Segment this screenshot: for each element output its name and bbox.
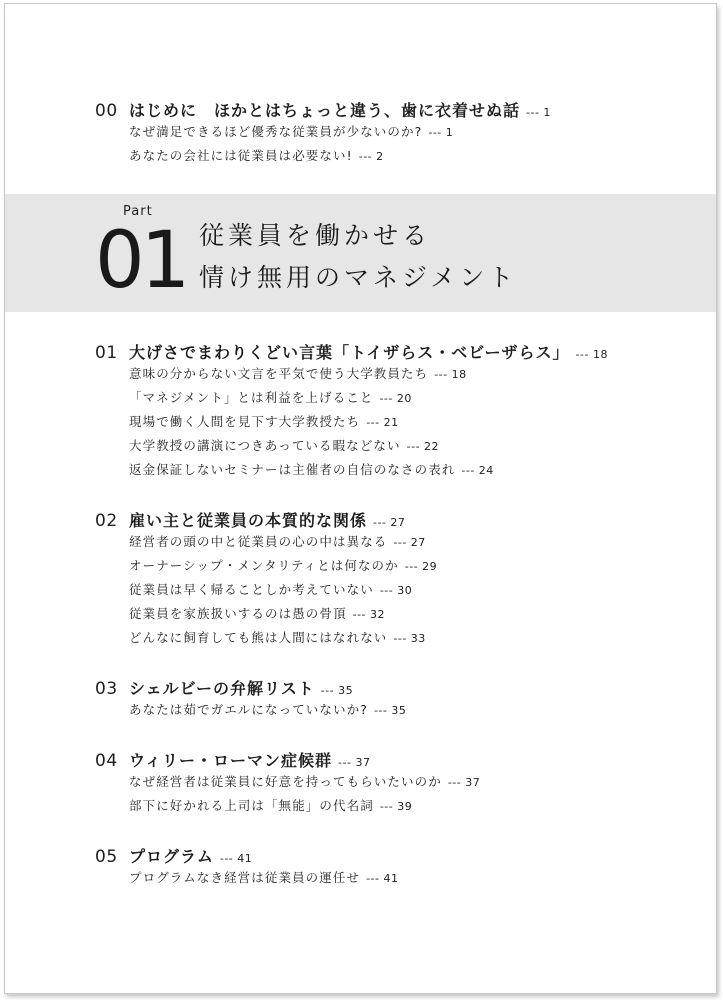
subitem-title: あなたは茹でガエルになっていないか? [129,702,368,717]
chapter-number: 02 [95,511,118,531]
toc-subitem [129,412,608,436]
page-reference: --- 37 [447,776,481,789]
subitem-title: 「マネジメント」とは利益を上げること [129,390,374,405]
page-reference: --- 41 [219,852,253,865]
toc-subitem [129,796,480,820]
toc-subitem [129,580,437,604]
part-label: Part [123,204,153,219]
page-reference: --- 24 [461,464,494,477]
subitem-title: なぜ経営者は従業員に好意を持ってもらいたいのか [129,774,442,789]
page-reference: --- 39 [379,800,413,813]
subitem-title: オーナーシップ・メンタリティとは何なのか [129,558,399,573]
toc-heading [95,844,398,868]
chapter-number: 04 [95,751,118,771]
toc-heading [95,340,608,364]
subitem-title: 従業員を家族扱いするのは愚の骨頂 [129,606,347,621]
toc-subitem [129,700,406,724]
page-reference: --- 30 [379,584,413,597]
subitem-title: どんなに飼育しても熊は人間にはなれない [129,630,388,645]
part-number: 01 [95,216,187,306]
chapter-number: 05 [95,847,118,867]
part-title-line-2: 情け無用のマネジメント [199,263,518,292]
page-reference: --- 29 [404,560,438,573]
chapter-title: ウィリー・ローマン症候群 [129,751,333,770]
page-reference: --- 21 [366,416,399,429]
toc-heading [95,508,437,532]
chapter-title: シェルビーの弁解リスト [129,679,315,698]
page-reference: --- 1 [428,126,454,139]
chapter-section [95,340,608,484]
toc-heading [95,676,406,700]
chapter-title: はじめに ほかとはちょっと違う、歯に衣着せぬ話 [129,101,521,120]
chapter-number: 01 [95,343,118,363]
toc-subitem [129,436,608,460]
subitem-title: 経営者の頭の中と従業員の心の中は異なる [129,534,388,549]
toc-subitem [129,628,437,652]
page-reference: --- 41 [366,872,399,885]
page-reference: --- 18 [434,368,467,381]
page-reference: --- 32 [352,608,386,621]
page-reference: --- 35 [320,684,354,697]
chapter-title: 雇い主と従業員の本質的な関係 [129,511,368,530]
page-reference: --- 18 [575,348,608,361]
subitem-title: プログラムなき経営は従業員の運任せ [129,870,361,885]
toc-subitem [129,532,437,556]
part-title-line-1: 従業員を働かせる [199,221,432,250]
subitem-title: なぜ満足できるほど優秀な従業員が少ないのか? [129,124,423,139]
toc-heading [95,98,551,122]
chapter-number: 00 [95,101,118,121]
page-reference: --- 27 [373,516,406,529]
page-reference: --- 33 [393,632,426,645]
toc-subitem [129,364,608,388]
toc-subitem [129,556,437,580]
page-reference: --- 20 [379,392,412,405]
chapter-title: 大げさでまわりくどい言葉「トイザらス・ベビーザらス」 [129,343,570,362]
subitem-title: 返金保証しないセミナーは主催者の自信のなさの表れ [129,462,456,477]
toc-subitem [129,772,480,796]
chapter-section [95,676,406,724]
toc-subitem [129,868,398,892]
chapter-section [95,748,480,820]
toc-subitem [129,388,608,412]
subitem-title: 大学教授の講演につきあっている暇などない [129,438,401,453]
page-reference: --- 2 [358,150,384,163]
page-reference: --- 27 [393,536,426,549]
page-reference: --- 35 [373,704,407,717]
book-page [4,3,717,994]
chapter-number: 03 [95,679,118,699]
chapter-section [95,508,437,652]
toc-subitem [129,122,551,146]
subitem-title: 部下に好かれる上司は「無能」の代名詞 [129,798,374,813]
page-reference: --- 37 [338,756,371,769]
intro-section [95,98,551,170]
toc-subitem [129,146,551,170]
page-reference: --- 22 [406,440,440,453]
subitem-title: あなたの会社には従業員は必要ない! [129,148,353,163]
toc-subitem [129,460,608,484]
subitem-title: 現場で働く人間を見下す大学教授たち [129,414,361,429]
subitem-title: 従業員は早く帰ることしか考えていない [129,582,374,597]
toc-subitem [129,604,437,628]
chapter-section [95,844,398,892]
chapter-title: プログラム [129,847,214,866]
subitem-title: 意味の分からない文言を平気で使う大学教員たち [129,366,429,381]
page-reference: --- 1 [526,106,551,119]
toc-heading [95,748,480,772]
